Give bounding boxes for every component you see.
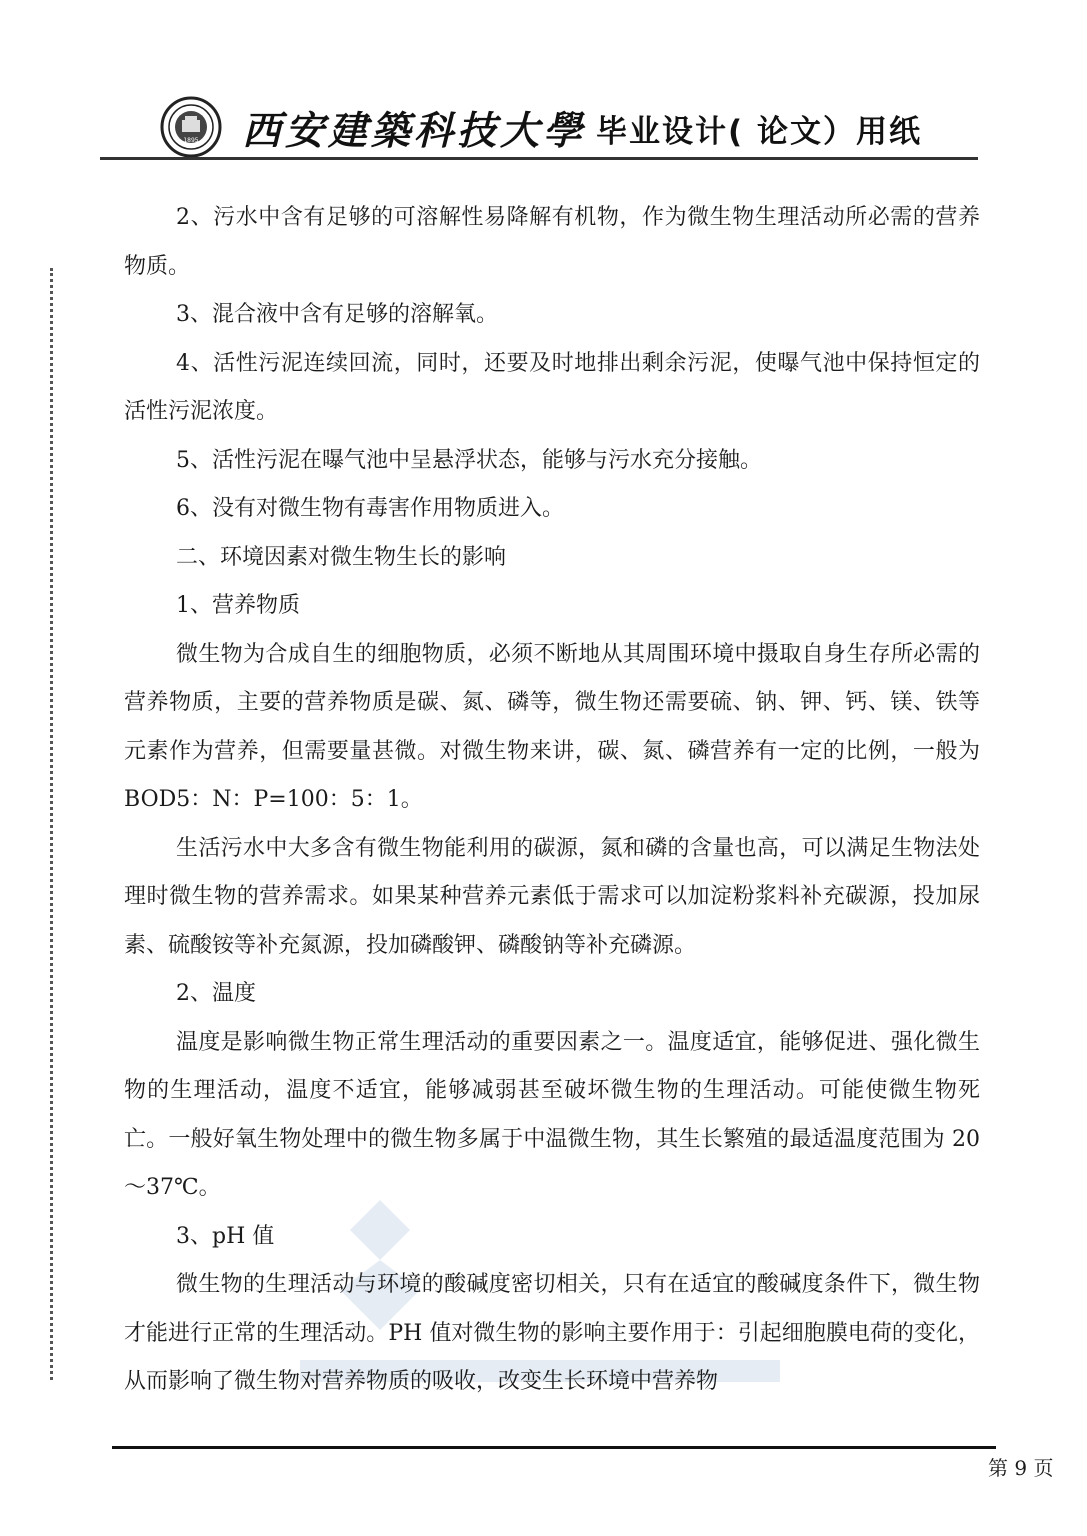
section-heading: 二、环境因素对微生物生长的影响 xyxy=(176,544,507,570)
subsection-heading: 1、营养物质 xyxy=(176,593,300,618)
paragraph: 4、活性污泥连续回流，同时，还要及时地排出剩余污泥，使曝气池中保持恒定的活性污泥浓度。 xyxy=(124,350,980,424)
paragraph: 5、活性污泥在曝气池中呈悬浮状态，能够与污水充分接触。 xyxy=(176,447,762,473)
paragraph: 微生物为合成自生的细胞物质，必须不断地从其周围环境中摄取自身生存所必需的营养物质，主要的营养物质是碳、氮、磷等，微生物还需要硫、钠、钾、钙、镁、铁等元素作为营养，但需要量甚微。对微生物来讲，碳、氮、磷营养有一定的比例，一般为 BOD5：N：P=100：5：1。 xyxy=(124,641,980,812)
paragraph: 2、污水中含有足够的可溶解性易降解有机物，作为微生物生理活动所必需的营养物质。 xyxy=(124,205,980,279)
paragraph: 3、混合液中含有足够的溶解氧。 xyxy=(176,302,498,327)
paragraph: 温度是影响微生物正常生理活动的重要因素之一。温度适宜，能够促进、强化微生物的生理活动，温度不适宜，能够减弱甚至破坏微生物的生理活动。可能使微生物死亡。一般好氧生物处理中的微生物多属于中温微生物，其生长繁殖的最适温度范围为 20～37℃。 xyxy=(124,1029,980,1200)
subsection-heading: 3、pH 值 xyxy=(176,1223,275,1249)
footer-divider xyxy=(112,1446,996,1449)
paragraph: 微生物的生理活动与环境的酸碱度密切相关，只有在适宜的酸碱度条件下，微生物才能进行正常的生理活动。PH 值对微生物的影响主要作用于：引起细胞膜电荷的变化，从而影响了微生物对营养物质的吸收，改变生长环境中营养物 xyxy=(124,1272,980,1394)
paragraph: 6、没有对微生物有毒害作用物质进入。 xyxy=(176,496,564,521)
svg-text:1895: 1895 xyxy=(183,137,199,144)
subsection-heading: 2、温度 xyxy=(176,981,256,1006)
paragraph: 生活污水中大多含有微生物能利用的碳源，氮和磷的含量也高，可以满足生物法处理时微生物的营养需求。如果某种营养元素低于需求可以加淀粉浆料补充碳源，投加尿素、硫酸铵等补充氮源，投加磷酸钾、磷酸钠等补充磷源。 xyxy=(124,835,980,958)
page-header xyxy=(0,0,1087,160)
binding-line xyxy=(50,268,53,1380)
page-number: 第 9 页 xyxy=(988,1456,1054,1480)
document-body xyxy=(124,194,980,1407)
university-seal-icon xyxy=(160,96,222,158)
header-divider xyxy=(100,157,978,160)
header-subtitle: 毕业设计( 论文）用纸 xyxy=(596,114,922,150)
university-name: 西安建築科技大學 xyxy=(242,108,587,154)
